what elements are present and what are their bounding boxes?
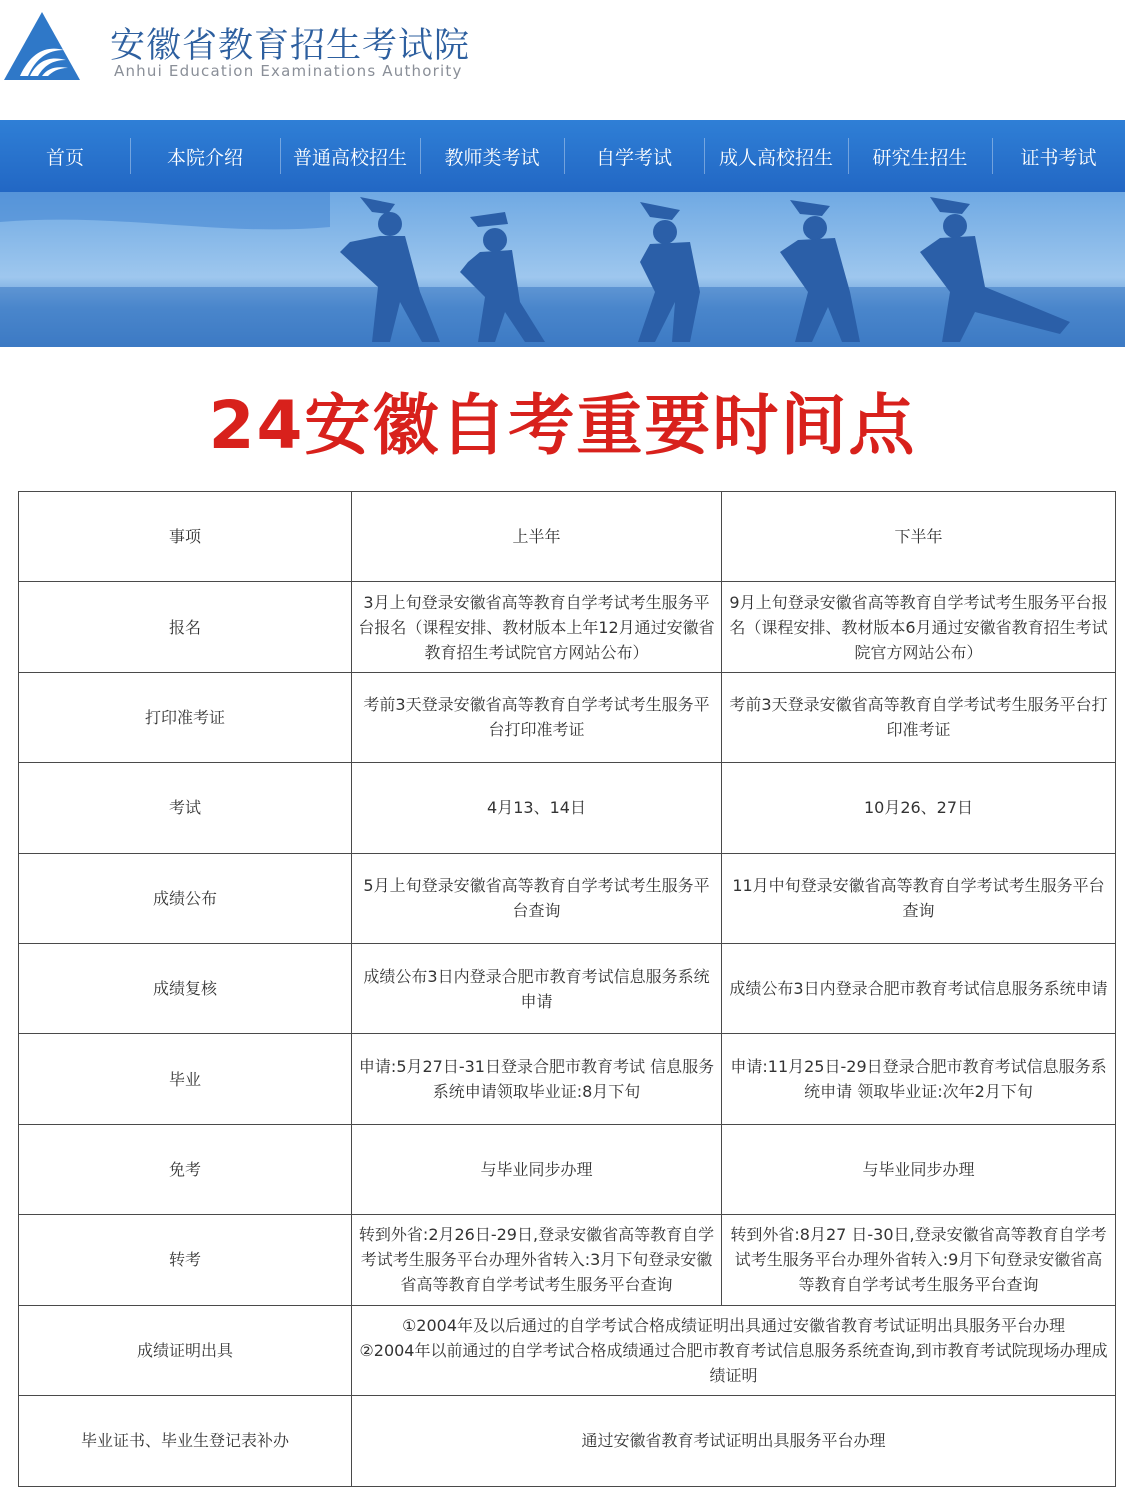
merged-cell-line: ①2004年及以后通过的自学考试合格成绩证明出具通过安徽省教育考试证明出具服务平台办理 (401, 1315, 1066, 1335)
nav-item-home[interactable]: 首页 (45, 146, 84, 169)
nav-item-graduate[interactable]: 研究生招生 (848, 120, 992, 192)
row-item-label: 成绩证明出具 (19, 1305, 352, 1395)
merged-cell-line: ②2004年以前通过的自学考试合格成绩通过合肥市教育考试信息服务系统查询,到市教育考试院现场办理成绩证明 (359, 1340, 1108, 1385)
nav-item-college-admission[interactable]: 普通高校招生 (280, 120, 420, 192)
nav-item-about[interactable]: 本院介绍 (130, 120, 280, 192)
row-first-half-cell: 成绩公布3日内登录合肥市教育考试信息服务系统申请 (352, 943, 722, 1033)
row-item-label: 考试 (19, 763, 352, 853)
triangle-logo-icon[interactable] (2, 10, 82, 82)
main-nav (0, 120, 1125, 192)
nav-item-certificate-exam[interactable]: 证书考试 (992, 120, 1125, 192)
table-row (19, 1124, 1116, 1214)
row-first-half-cell: 3月上旬登录安徽省高等教育自学考试考生服务平台报名（课程安排、教材版本上年12月通过安徽省教育招生考试院官方网站公布） (352, 582, 722, 672)
row-second-half-cell: 申请:11月25日-29日登录合肥市教育考试信息服务系统申请 领取毕业证:次年2月下旬 (722, 1034, 1116, 1124)
row-item-label: 免考 (19, 1124, 352, 1214)
site-name[interactable]: 安徽省教育招生考试院 (110, 26, 471, 66)
graduates-silhouette-image (0, 192, 1125, 347)
row-second-half-cell: 与毕业同步办理 (722, 1124, 1116, 1214)
nav-item-teacher-exam[interactable]: 教师类考试 (420, 120, 564, 192)
row-item-label: 毕业证书、毕业生登记表补办 (19, 1395, 352, 1486)
row-merged-cell (352, 1305, 1116, 1395)
table-row (19, 1034, 1116, 1124)
schedule-table (18, 491, 1116, 1487)
site-name-en: Anhui Education Examinations Authority (114, 62, 463, 80)
column-header-second-half: 下半年 (722, 492, 1116, 582)
row-item-label: 转考 (19, 1215, 352, 1305)
table-row (19, 943, 1116, 1033)
row-item-label: 打印准考证 (19, 672, 352, 762)
row-first-half-cell: 5月上旬登录安徽省高等教育自学考试考生服务平台查询 (352, 853, 722, 943)
table-row (19, 1215, 1116, 1305)
row-second-half-cell: 考前3天登录安徽省高等教育自学考试考生服务平台打印准考证 (722, 672, 1116, 762)
row-first-half-cell: 申请:5月27日-31日登录合肥市教育考试 信息服务系统申请领取毕业证:8月下旬 (352, 1034, 722, 1124)
table-row (19, 763, 1116, 853)
row-second-half-cell: 11月中旬登录安徽省高等教育自学考试考生服务平台查询 (722, 853, 1116, 943)
nav-item-self-study-exam[interactable]: 自学考试 (564, 120, 704, 192)
row-second-half-cell: 10月26、27日 (722, 763, 1116, 853)
table-row (19, 672, 1116, 762)
row-first-half-cell: 与毕业同步办理 (352, 1124, 722, 1214)
table-row (19, 1395, 1116, 1486)
banner-image (0, 192, 1125, 347)
table-header-row (19, 492, 1116, 582)
row-item-label: 成绩公布 (19, 853, 352, 943)
column-header-item: 事项 (19, 492, 352, 582)
site-header (0, 0, 1125, 120)
row-item-label: 毕业 (19, 1034, 352, 1124)
row-first-half-cell: 转到外省:2月26日-29日,登录安徽省高等教育自学考试考生服务平台办理外省转入:3月下旬登录安徽省高等教育自学考试考生服务平台查询 (352, 1215, 722, 1305)
row-second-half-cell: 9月上旬登录安徽省高等教育自学考试考生服务平台报名（课程安排、教材版本6月通过安徽省教育招生考试院官方网站公布） (722, 582, 1116, 672)
row-merged-cell: 通过安徽省教育考试证明出具服务平台办理 (352, 1395, 1116, 1486)
poster-title: 24安徽自考重要时间点 (208, 387, 917, 464)
row-second-half-cell: 转到外省:8月27 日-30日,登录安徽省高等教育自学考试考生服务平台办理外省转入:9月下旬登录安徽省高等教育自学考试考生服务平台查询 (722, 1215, 1116, 1305)
nav-item-adult-college[interactable]: 成人高校招生 (704, 120, 848, 192)
table-row (19, 853, 1116, 943)
row-first-half-cell: 4月13、14日 (352, 763, 722, 853)
table-row (19, 582, 1116, 672)
row-item-label: 成绩复核 (19, 943, 352, 1033)
column-header-first-half: 上半年 (352, 492, 722, 582)
table-row (19, 1305, 1116, 1395)
row-second-half-cell: 成绩公布3日内登录合肥市教育考试信息服务系统申请 (722, 943, 1116, 1033)
row-item-label: 报名 (19, 582, 352, 672)
row-first-half-cell: 考前3天登录安徽省高等教育自学考试考生服务平台打印准考证 (352, 672, 722, 762)
